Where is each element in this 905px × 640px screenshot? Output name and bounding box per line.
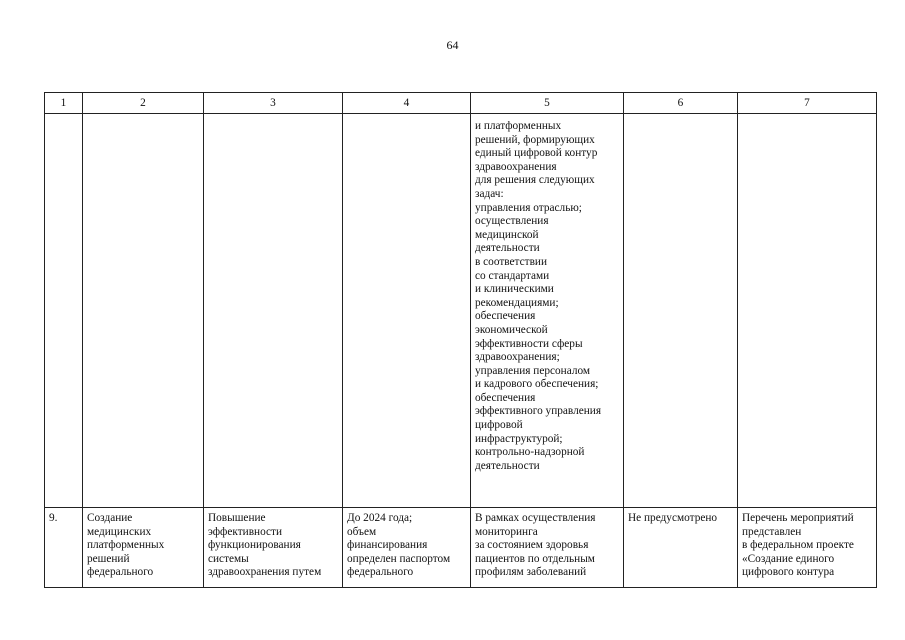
text-line: осуществления bbox=[475, 215, 549, 228]
row9-cell-3-text bbox=[208, 512, 338, 580]
text-line: До 2024 года; bbox=[347, 512, 413, 524]
text-line: здравоохранения путем bbox=[208, 566, 322, 579]
text-line: эффективного управления bbox=[475, 405, 602, 418]
text-line: в соответствии bbox=[475, 255, 547, 268]
cont-cell-4 bbox=[343, 114, 471, 508]
text-line: со стандартами bbox=[475, 269, 550, 282]
row9-cell-3 bbox=[204, 508, 343, 588]
text-line: здравоохранения; bbox=[475, 351, 560, 364]
text-line: Создание bbox=[87, 512, 133, 524]
text-line: единый цифровой контур bbox=[475, 147, 598, 160]
text-line: и клиническими bbox=[475, 283, 554, 296]
header-row bbox=[45, 93, 877, 114]
header-cell-5: 5 bbox=[471, 93, 624, 114]
row9-cell-2 bbox=[83, 508, 204, 588]
text-line: экономической bbox=[475, 323, 548, 336]
header-cell-4: 4 bbox=[343, 93, 471, 114]
text-line: управления персоналом bbox=[475, 364, 591, 377]
text-line: В рамках осуществления bbox=[475, 512, 596, 524]
row9-cell-5-text bbox=[475, 512, 619, 580]
cont-cell-5-text bbox=[475, 120, 619, 473]
text-line: здравоохранения bbox=[475, 160, 557, 173]
row9-cell-6 bbox=[624, 508, 738, 588]
text-line: цифровой bbox=[475, 419, 523, 432]
text-line: контрольно-надзорной bbox=[475, 446, 585, 459]
text-line: за состоянием здоровья bbox=[475, 539, 589, 552]
cont-cell-3 bbox=[204, 114, 343, 508]
page-number: 64 bbox=[446, 38, 459, 52]
text-line: «Создание единого bbox=[742, 552, 835, 565]
row9-number: 9. bbox=[45, 508, 83, 588]
text-line: для решения следующих bbox=[475, 174, 595, 187]
header-cell-1: 1 bbox=[45, 93, 83, 114]
text-line: мониторинга bbox=[475, 525, 538, 538]
text-line: профилям заболеваний bbox=[475, 566, 587, 579]
text-line: решений bbox=[87, 552, 130, 565]
text-line: цифрового контура bbox=[742, 566, 835, 579]
header-cell-3: 3 bbox=[204, 93, 343, 114]
text-line: медицинской bbox=[475, 228, 539, 241]
cont-cell-5 bbox=[471, 114, 624, 508]
header-cell-6: 6 bbox=[624, 93, 738, 114]
row9-cell-5 bbox=[471, 508, 624, 588]
text-line: функционирования bbox=[208, 539, 301, 552]
header-cell-2: 2 bbox=[83, 93, 204, 114]
cont-cell-6 bbox=[624, 114, 738, 508]
text-line: объем bbox=[347, 525, 377, 538]
text-line: представлен bbox=[742, 525, 802, 538]
cont-cell-1 bbox=[45, 114, 83, 508]
text-line: решений, формирующих bbox=[475, 133, 595, 146]
cont-cell-7 bbox=[738, 114, 877, 508]
text-line: Перечень мероприятий bbox=[742, 512, 854, 524]
header-cell-7: 7 bbox=[738, 93, 877, 114]
row9-cell-7-text bbox=[742, 512, 872, 580]
document-table bbox=[44, 92, 877, 588]
table-row-9 bbox=[45, 508, 877, 588]
text-line: обеспечения bbox=[475, 310, 536, 323]
text-line: федерального bbox=[347, 566, 414, 579]
cont-cell-2 bbox=[83, 114, 204, 508]
text-line: деятельности bbox=[475, 459, 540, 472]
text-line: Не предусмотрено bbox=[628, 512, 718, 524]
text-line: Повышение bbox=[208, 512, 266, 524]
text-line: деятельности bbox=[475, 242, 540, 255]
text-line: пациентов по отдельным bbox=[475, 552, 595, 565]
continuation-row bbox=[45, 114, 877, 508]
row9-cell-2-text bbox=[87, 512, 199, 580]
row9-cell-6-text bbox=[628, 512, 733, 526]
row9-cell-4 bbox=[343, 508, 471, 588]
text-line: и платформенных bbox=[475, 120, 562, 132]
text-line: управления отраслью; bbox=[475, 201, 582, 214]
text-line: финансирования bbox=[347, 539, 428, 552]
row9-cell-7 bbox=[738, 508, 877, 588]
text-line: задач: bbox=[475, 187, 504, 200]
text-line: рекомендациями; bbox=[475, 296, 559, 309]
text-line: и кадрового обеспечения; bbox=[475, 378, 599, 391]
row9-cell-4-text bbox=[347, 512, 466, 580]
text-line: медицинских bbox=[87, 525, 152, 538]
text-line: системы bbox=[208, 552, 249, 565]
text-line: федерального bbox=[87, 566, 154, 579]
text-line: в федеральном проекте bbox=[742, 539, 854, 552]
text-line: обеспечения bbox=[475, 391, 536, 404]
text-line: инфраструктурой; bbox=[475, 432, 563, 445]
text-line: эффективности bbox=[208, 525, 282, 538]
text-line: определен паспортом bbox=[347, 552, 451, 565]
text-line: платформенных bbox=[87, 539, 165, 552]
text-line: эффективности сферы bbox=[475, 337, 583, 350]
